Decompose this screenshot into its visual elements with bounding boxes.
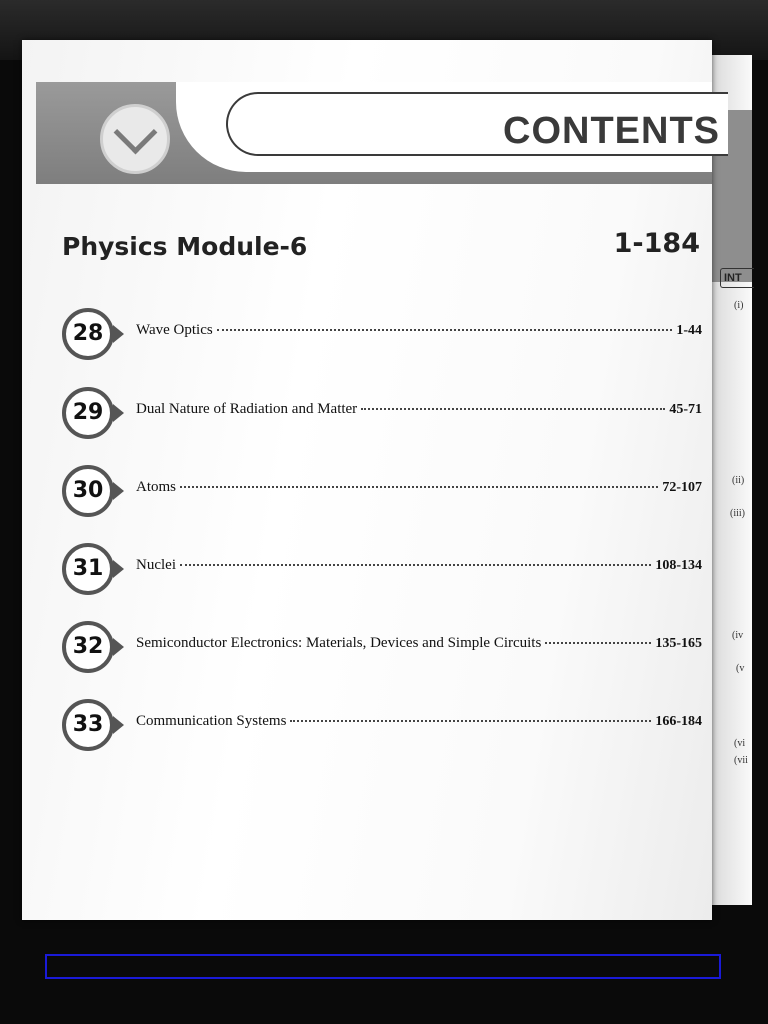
arrow-right-icon [113, 482, 124, 500]
chapter-title: Communication Systems [136, 713, 287, 729]
next-page-marker: (i) [734, 300, 744, 311]
chapter-number-badge: 32 [62, 621, 114, 673]
chapter-title: Dual Nature of Radiation and Matter [136, 401, 358, 417]
next-page-marker: (vi [734, 738, 746, 749]
chapter-number-badge: 31 [62, 543, 114, 595]
next-page-marker: (ii) [732, 475, 745, 486]
chevron-down-icon [114, 111, 158, 155]
next-page-edge [706, 55, 752, 905]
chapter-row [136, 635, 702, 652]
arrow-right-icon [113, 638, 124, 656]
leader-dots [180, 486, 658, 488]
chapter-number-badge: 33 [62, 699, 114, 751]
chapter-number-badge: 28 [62, 308, 114, 360]
chapter-number-badge: 30 [62, 465, 114, 517]
arrow-right-icon [113, 560, 124, 578]
chapter-entry[interactable] [62, 621, 702, 671]
chapter-pages: 108-134 [655, 558, 702, 573]
leader-dots [545, 642, 651, 644]
leader-dots [290, 720, 651, 722]
chapter-pages: 1-44 [676, 323, 702, 338]
module-title: Physics Module-6 [62, 232, 308, 261]
chapter-title: Wave Optics [136, 322, 213, 338]
banner-title-pill [226, 92, 728, 156]
next-page-marker: (vii [734, 755, 748, 766]
chapter-title: Atoms [136, 479, 177, 495]
leader-dots [217, 329, 673, 331]
chapter-entry[interactable] [62, 387, 702, 437]
chapter-title: Semiconductor Electronics: Materials, Devices and Simple Circuits [136, 635, 542, 651]
chapter-row [136, 322, 702, 339]
chapter-entry[interactable] [62, 465, 702, 515]
chapter-pages: 135-165 [655, 636, 702, 651]
next-page-marker: (v [736, 663, 745, 674]
chapter-row [136, 557, 702, 574]
next-page-marker: (iii) [730, 508, 745, 519]
checkmark-logo-icon [100, 104, 170, 174]
chapter-row [136, 401, 702, 418]
module-page-range: 1-184 [613, 228, 700, 259]
contents-banner [36, 82, 720, 184]
chapter-number-badge: 29 [62, 387, 114, 439]
chapter-row [136, 479, 702, 496]
next-page-label-box: INT [720, 268, 754, 288]
chapter-entry[interactable] [62, 308, 702, 358]
leader-dots [361, 408, 665, 410]
chapter-title: Nuclei [136, 557, 176, 573]
arrow-right-icon [113, 404, 124, 422]
banner-title: CONTENTS [503, 110, 720, 152]
chapter-row [136, 713, 702, 730]
chapter-entry[interactable] [62, 543, 702, 593]
chapter-pages: 166-184 [655, 714, 702, 729]
chapter-entry[interactable] [62, 699, 702, 749]
blue-outline-bar [45, 954, 721, 979]
next-page-marker: (iv [732, 630, 744, 641]
leader-dots [180, 564, 651, 566]
chapter-pages: 45-71 [669, 402, 702, 417]
arrow-right-icon [113, 716, 124, 734]
contents-page [22, 40, 720, 920]
arrow-right-icon [113, 325, 124, 343]
chapter-pages: 72-107 [662, 480, 702, 495]
